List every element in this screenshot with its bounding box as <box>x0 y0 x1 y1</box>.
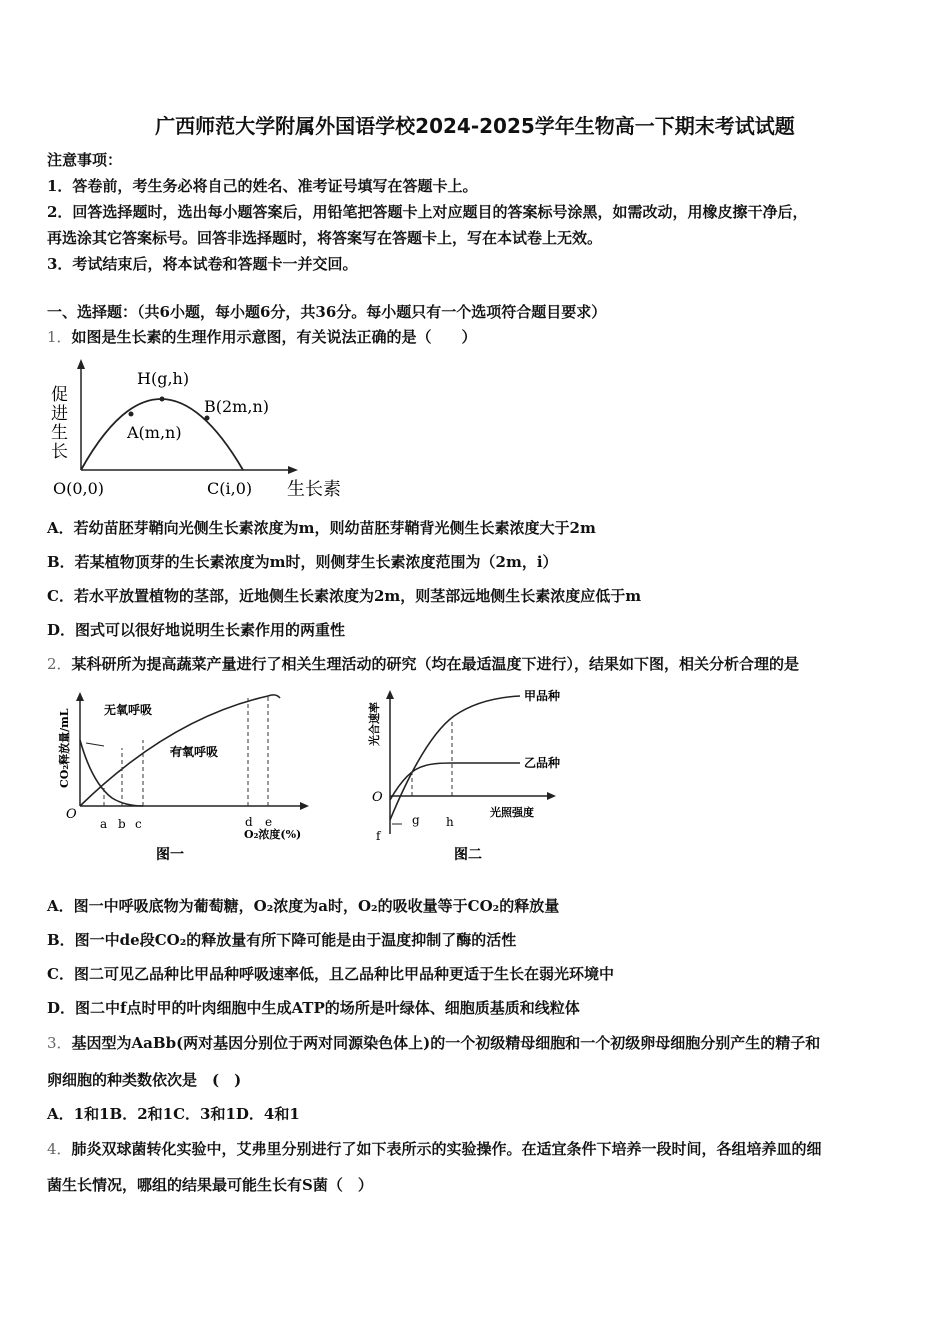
y-axis-label: 进 <box>51 404 68 424</box>
question-1 <box>47 327 477 347</box>
y-axis-label: 生 <box>51 423 68 443</box>
question-3 <box>47 1033 820 1053</box>
series-a-label: 甲品种 <box>524 689 561 703</box>
notice-item: 再选涂其它答案标号。回答非选择题时，将答案写在答题卡上，写在本试卷上无效。 <box>47 229 603 247</box>
question-stem: 某科研所为提高蔬菜产量进行了相关生理活动的研究（均在最适温度下进行），结果如下图，相关分析合理的是 <box>71 655 800 673</box>
section-heading: 一、选择题：（共6小题，每小题6分，共36分。每小题只有一个选项符合题目要求） <box>47 303 607 321</box>
q2-figure-1 <box>50 688 320 868</box>
option-a: A．若幼苗胚芽鞘向光侧生长素浓度为m，则幼苗胚芽鞘背光侧生长素浓度大于2m <box>47 519 596 537</box>
point-h-label: h <box>446 815 454 829</box>
q1-auxin-graph <box>45 358 365 508</box>
tick-c: c <box>135 817 142 831</box>
y-axis-label: 光合速率 <box>368 702 381 746</box>
tick-b: b <box>118 817 126 831</box>
point-a-label: A(m,n) <box>127 423 182 442</box>
option-b: B．若某植物顶芽的生长素浓度为m时，则侧芽生长素浓度范围为（2m，i） <box>47 553 558 571</box>
question-number: 1． <box>47 328 72 346</box>
options-line: A．1和1B．2和1C．3和1D．4和1 <box>47 1105 300 1123</box>
option-a: A．图一中呼吸底物为葡萄糖，O₂浓度为a时，O₂的吸收量等于CO₂的释放量 <box>47 897 560 915</box>
point-f-label: f <box>376 829 381 843</box>
point-c-label: C(i,0) <box>207 479 253 498</box>
tick-a: a <box>100 817 108 831</box>
notice-heading: 注意事项： <box>47 151 123 169</box>
question-stem-continued: 菌生长情况，哪组的结果最可能生长有S菌（ ） <box>47 1176 373 1194</box>
x-axis-label: O₂浓度(%) <box>244 828 302 841</box>
question-4 <box>47 1139 822 1159</box>
option-c: C．图二可见乙品种比甲品种呼吸速率低，且乙品种比甲品种更适于生长在弱光环境中 <box>47 965 614 983</box>
y-axis-label: 长 <box>51 442 68 462</box>
question-stem-continued: 卵细胞的种类数依次是 ( ) <box>47 1071 242 1089</box>
point-g-label: g <box>412 813 420 827</box>
notice-item: 3．考试结束后，将本试卷和答题卡一并交回。 <box>47 255 358 273</box>
question-stem: 基因型为AaBb(两对基因分别位于两对同源染色体上)的一个初级精母细胞和一个初级卵母细胞分别产生的精子和 <box>71 1034 821 1052</box>
x-axis-label: 生长素 <box>287 479 341 500</box>
tick-d: d <box>245 815 253 829</box>
question-stem: 肺炎双球菌转化实验中，艾弗里分别进行了如下表所示的实验操作。在适宜条件下培养一段时间，各组培养皿的细 <box>71 1140 822 1158</box>
question-number: 3． <box>47 1034 72 1052</box>
x-axis-label: 光照强度 <box>490 806 534 819</box>
q2-figure-2 <box>362 688 582 868</box>
option-d: D．图二中f点时甲的叶肉细胞中生成ATP的场所是叶绿体、细胞质基质和线粒体 <box>47 999 580 1017</box>
figure-caption: 图二 <box>454 847 482 863</box>
origin-label: O <box>66 807 77 822</box>
aerobic-label: 有氧呼吸 <box>170 745 219 759</box>
notice-item: 2．回答选择题时，选出每小题答案后，用铅笔把答题卡上对应题目的答案标号涂黑，如需改动，用橡皮擦干净后， <box>47 203 808 221</box>
tick-e: e <box>265 815 273 829</box>
point-b-label: B(2m,n) <box>204 397 269 416</box>
question-2 <box>47 654 799 674</box>
notice-item: 1．答卷前，考生务必将自己的姓名、准考证号填写在答题卡上。 <box>47 177 478 195</box>
origin-label: O <box>372 790 383 805</box>
y-axis-label: CO₂释放量/mL <box>58 708 71 788</box>
peak-label: H(g,h) <box>137 369 190 388</box>
question-number: 4． <box>47 1140 72 1158</box>
page-title: 广西师范大学附属外国语学校2024-2025学年生物高一下期末考试试题 <box>155 114 795 138</box>
question-stem: 如图是生长素的生理作用示意图，有关说法正确的是（ ） <box>71 328 477 346</box>
series-b-label: 乙品种 <box>524 756 561 770</box>
option-d: D．图式可以很好地说明生长素作用的两重性 <box>47 621 346 639</box>
figure-caption: 图一 <box>156 847 184 863</box>
option-b: B．图一中de段CO₂的释放量有所下降可能是由于温度抑制了酶的活性 <box>47 931 517 949</box>
origin-label: O(0,0) <box>53 479 105 498</box>
question-number: 2． <box>47 655 72 673</box>
y-axis-label: 促 <box>51 385 68 405</box>
anaerobic-label: 无氧呼吸 <box>104 703 153 717</box>
option-c: C．若水平放置植物的茎部，近地侧生长素浓度为2m，则茎部远地侧生长素浓度应低于m <box>47 587 642 605</box>
